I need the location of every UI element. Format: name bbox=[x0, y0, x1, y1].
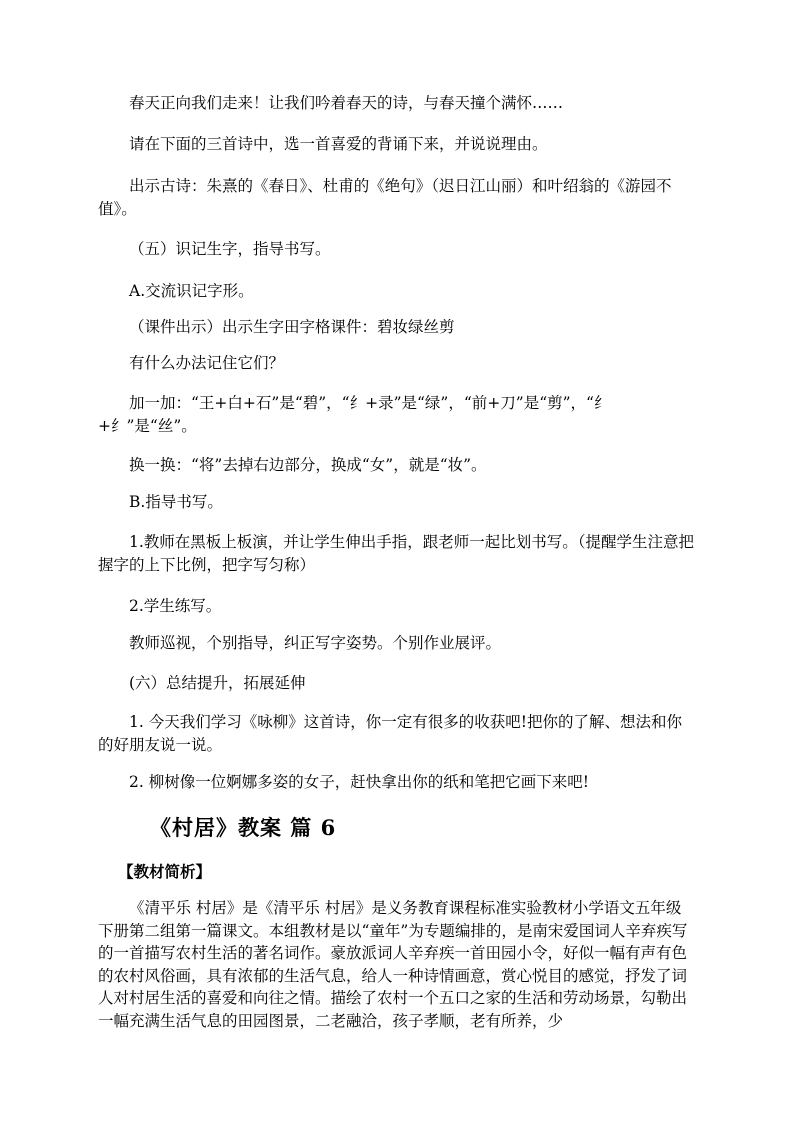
paragraph-summary-one: 1. 今天我们学习《咏柳》这首诗，你一定有很多的收获吧!把你的了解、想法和你的好朋友说一说。 bbox=[98, 713, 682, 754]
section-title: 《村居》教案 篇 6 bbox=[150, 815, 337, 840]
paragraph-section-six: (六）总结提升，拓展延伸 bbox=[129, 674, 306, 692]
paragraph-teacher-demo: 1.教师在黑板上板演，并让学生伸出手指，跟老师一起比划书写。（提醒学生注意把握字的上下比例，把字写匀称） bbox=[98, 533, 695, 574]
section-subtitle: 【教材简析】 bbox=[118, 862, 212, 881]
paragraph-teacher-patrol: 教师巡视，个别指导，纠正写字姿势。个别作业展评。 bbox=[129, 634, 502, 652]
paragraph-material-analysis: 《清平乐 村居》是《清平乐 村居》是义务教育课程标准实验教材小学语文五年级下册第二组第一篇课文。本组教材是以“童年”为专题编排的，是南宋爱国词人辛弃疾写的一首描写农村生活的著名词作。豪放派词人辛弃疾一首田园小令，好似一幅有声有色的农村风俗画，具有浓郁的生活气息，给人一种诗情画意，赏心悦目的感觉，抒发了词人对村居生活的喜爱和向往之情。描绘了农村一个五口之家的生活和劳动场景，勾勒出一幅充满生活气息的田园图景，二老融洽，孩子孝顺，老有所养，少 bbox=[98, 899, 688, 1030]
paragraph-add-method: 加一加：“王+白+石”是“碧”，“纟+录”是“绿”，“前+刀”是“剪”，“纟+纟”是“丝”。 bbox=[98, 394, 610, 435]
paragraph-student-practice: 2.学生练写。 bbox=[129, 597, 222, 615]
paragraph-summary-two: 2. 柳树像一位婀娜多姿的女子，赶快拿出你的纸和笔把它画下来吧! bbox=[129, 773, 589, 791]
paragraph-section-five: （五）识记生字，指导书写。 bbox=[129, 240, 331, 258]
paragraph-spring-intro: 春天正向我们走来！让我们吟着春天的诗，与春天撞个满怀…… bbox=[129, 94, 564, 112]
paragraph-question: 有什么办法记住它们？ bbox=[129, 354, 285, 372]
paragraph-step-a: A.交流识记字形。 bbox=[129, 282, 254, 300]
paragraph-choose-poem: 请在下面的三首诗中，选一首喜爱的背诵下来，并说说理由。 bbox=[129, 135, 548, 153]
paragraph-replace-method: 换一换：“将”去掉右边部分，换成“女”，就是“妆”。 bbox=[129, 456, 487, 474]
paragraph-courseware: （课件出示）出示生字田字格课件：碧妆绿丝剪 bbox=[129, 318, 455, 336]
paragraph-step-b: B.指导书写。 bbox=[129, 493, 223, 511]
paragraph-show-poems: 出示古诗：朱熹的《春日》、杜甫的《绝句》（迟日江山丽）和叶绍翁的《游园不值》。 bbox=[98, 177, 672, 218]
